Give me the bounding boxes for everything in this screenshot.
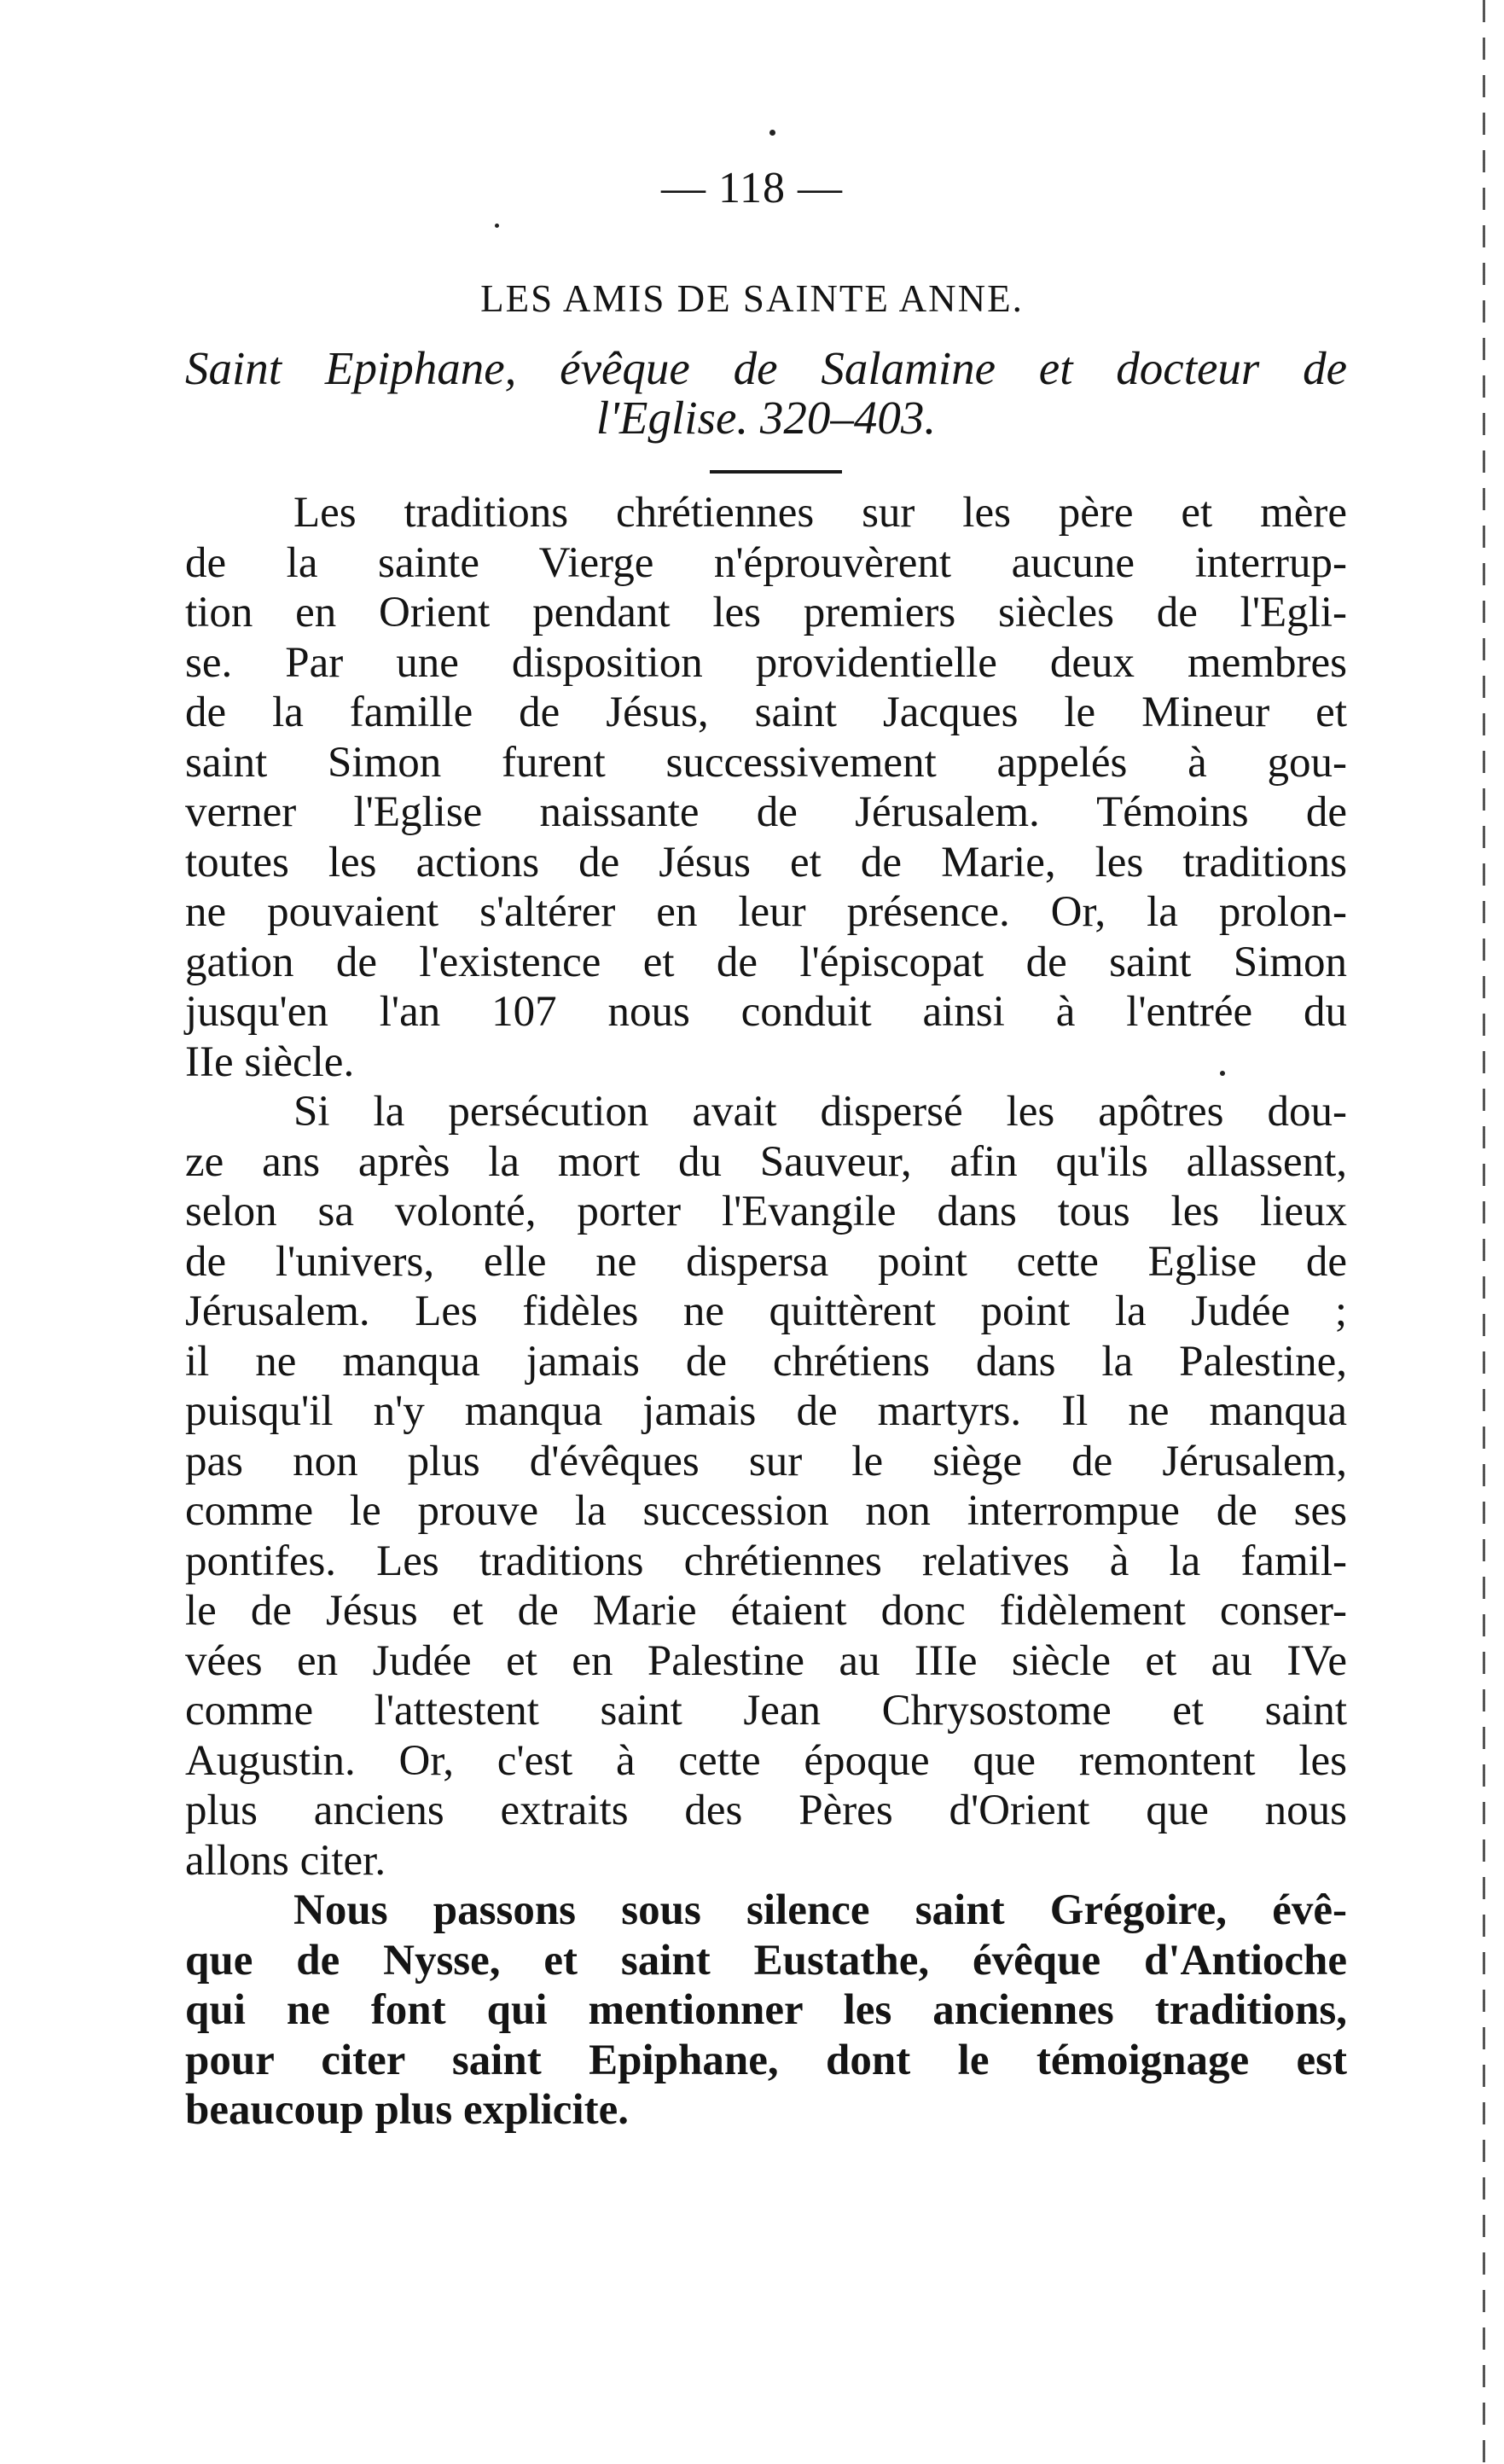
text-line: beaucoup plus explicite. <box>185 2086 629 2134</box>
text-line: saint Simon furent successivement appelés à gou- <box>185 738 1347 787</box>
body-text <box>185 488 1347 2136</box>
text-line: se. Par une disposition providentielle deux membres <box>185 638 1347 687</box>
print-speck <box>495 224 499 228</box>
text-line: Les traditions chrétiennes sur les père et mère <box>293 489 1347 537</box>
text-line: pas non plus d'évêques sur le siège de Jérusalem, <box>185 1437 1347 1485</box>
text-line: de l'univers, elle ne dispersa point cette Eglise de <box>185 1237 1347 1286</box>
subtitle-line-2: l'Eglise. 320–403. <box>595 392 937 444</box>
text-line: Jérusalem. Les fidèles ne quittèrent point la Judée ; <box>185 1287 1347 1335</box>
text-line: Augustin. Or, c'est à cette époque que remontent les <box>185 1736 1347 1785</box>
text-line: plus anciens extraits des Pères d'Orient que nous <box>185 1787 1347 1834</box>
page-number: — 118 — <box>660 164 844 212</box>
text-line: qui ne font qui mentionner les anciennes traditions, <box>185 1986 1347 2034</box>
paragraph-3 <box>185 1886 1347 2136</box>
paragraph-2 <box>185 1087 1347 1886</box>
page-edge-rule <box>1483 0 1485 2464</box>
text-line: le de Jésus et de Marie étaient donc fidèlement conser- <box>185 1587 1347 1635</box>
text-line: Nous passons sous silence saint Grégoire, évê- <box>293 1886 1347 1934</box>
print-speck <box>769 130 775 136</box>
paragraph-1 <box>185 488 1347 1087</box>
text-line: tion en Orient pendant les premiers siècles de l'Egli- <box>185 589 1347 636</box>
text-line: ze ans après la mort du Sauveur, afin qu'ils allassent, <box>185 1137 1347 1186</box>
text-line: comme l'attestent saint Jean Chrysostome et saint <box>185 1687 1347 1735</box>
text-line: que de Nysse, et saint Eustathe, évêque d'Antioche <box>185 1936 1347 1985</box>
running-head: LES AMIS DE SAINTE ANNE. <box>480 277 1024 320</box>
text-line: pontifes. Les traditions chrétiennes relatives à la famil- <box>185 1537 1347 1585</box>
text-line: IIe siècle. <box>185 1037 355 1086</box>
text-line: Si la persécution avait dispersé les apôtres dou- <box>293 1088 1347 1136</box>
text-line: il ne manqua jamais de chrétiens dans la Palestine, <box>185 1337 1347 1386</box>
text-line: jusqu'en l'an 107 nous conduit ainsi à l'entrée du <box>185 988 1347 1036</box>
text-line: selon sa volonté, porter l'Evangile dans tous les lieux <box>185 1188 1347 1235</box>
section-subtitle <box>185 344 1347 443</box>
text-line: toutes les actions de Jésus et de Marie, les traditions <box>185 838 1347 886</box>
text-line: verner l'Eglise naissante de Jérusalem. Témoins de <box>185 788 1347 836</box>
text-line: de la sainte Vierge n'éprouvèrent aucune interrup- <box>185 538 1347 587</box>
text-line: allons citer. <box>185 1836 386 1885</box>
text-line: comme le prouve la succession non interrompue de ses <box>185 1487 1347 1535</box>
text-line: vées en Judée et en Palestine au IIIe siècle et au IVe <box>185 1636 1347 1685</box>
text-line: puisqu'il n'y manqua jamais de martyrs. Il ne manqua <box>185 1387 1347 1435</box>
subtitle-line-1: Saint Epiphane, évêque de Salamine et docteur de <box>185 342 1347 394</box>
text-line: gation de l'existence et de l'épiscopat de saint Simon <box>185 938 1347 986</box>
text-line: ne pouvaient s'altérer en leur présence. Or, la prolon- <box>185 888 1347 936</box>
separator-rule <box>710 470 842 474</box>
text-line: de la famille de Jésus, saint Jacques le Mineur et <box>185 689 1347 736</box>
text-line: pour citer saint Epiphane, dont le témoignage est <box>185 2036 1347 2084</box>
